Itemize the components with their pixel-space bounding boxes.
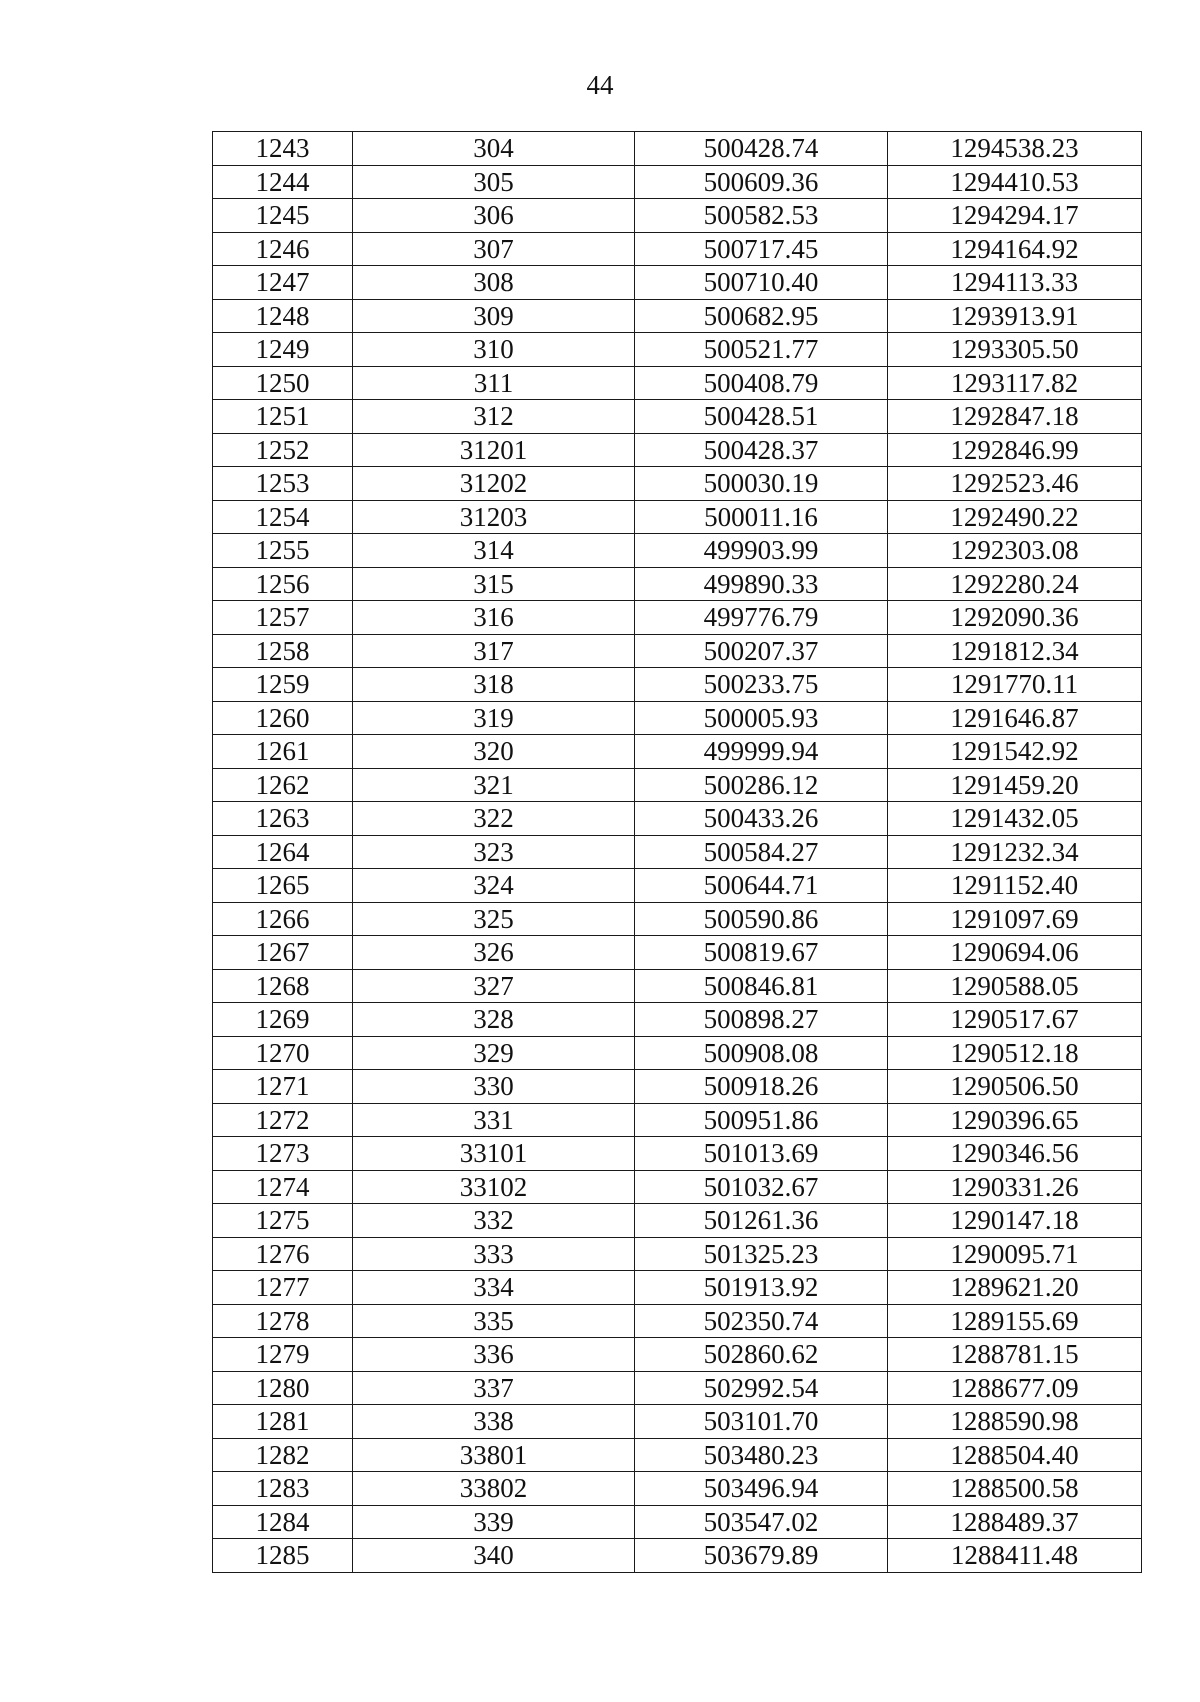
x-coordinate-cell: 500521.77 [635,333,888,367]
table-row [213,701,1142,735]
point-id-cell: 305 [353,165,635,199]
row-number-cell: 1260 [213,701,353,735]
row-number-cell: 1251 [213,400,353,434]
point-id-cell: 324 [353,869,635,903]
x-coordinate-cell: 500951.86 [635,1103,888,1137]
point-id-cell: 33801 [353,1438,635,1472]
x-coordinate-cell: 500011.16 [635,500,888,534]
row-number-cell: 1264 [213,835,353,869]
row-number-cell: 1259 [213,668,353,702]
point-id-cell: 321 [353,768,635,802]
y-coordinate-cell: 1291432.05 [888,802,1142,836]
x-coordinate-cell: 499903.99 [635,534,888,568]
x-coordinate-cell: 503547.02 [635,1505,888,1539]
row-number-cell: 1249 [213,333,353,367]
y-coordinate-cell: 1293305.50 [888,333,1142,367]
table-row [213,1271,1142,1305]
row-number-cell: 1279 [213,1338,353,1372]
y-coordinate-cell: 1290588.05 [888,969,1142,1003]
y-coordinate-cell: 1291770.11 [888,668,1142,702]
point-id-cell: 339 [353,1505,635,1539]
y-coordinate-cell: 1290506.50 [888,1070,1142,1104]
x-coordinate-cell: 500898.27 [635,1003,888,1037]
x-coordinate-cell: 503679.89 [635,1539,888,1573]
y-coordinate-cell: 1292846.99 [888,433,1142,467]
point-id-cell: 318 [353,668,635,702]
point-id-cell: 319 [353,701,635,735]
table-body [213,132,1142,1573]
y-coordinate-cell: 1290512.18 [888,1036,1142,1070]
row-number-cell: 1244 [213,165,353,199]
row-number-cell: 1283 [213,1472,353,1506]
row-number-cell: 1247 [213,266,353,300]
y-coordinate-cell: 1292280.24 [888,567,1142,601]
y-coordinate-cell: 1288411.48 [888,1539,1142,1573]
coordinates-table-container [212,131,1141,1573]
point-id-cell: 329 [353,1036,635,1070]
x-coordinate-cell: 503480.23 [635,1438,888,1472]
table-row [213,1170,1142,1204]
point-id-cell: 334 [353,1271,635,1305]
x-coordinate-cell: 502992.54 [635,1371,888,1405]
table-row [213,366,1142,400]
y-coordinate-cell: 1288500.58 [888,1472,1142,1506]
x-coordinate-cell: 503101.70 [635,1405,888,1439]
x-coordinate-cell: 500005.93 [635,701,888,735]
page-number: 44 [586,70,614,100]
y-coordinate-cell: 1294294.17 [888,199,1142,233]
y-coordinate-cell: 1290331.26 [888,1170,1142,1204]
x-coordinate-cell: 501325.23 [635,1237,888,1271]
point-id-cell: 31203 [353,500,635,534]
y-coordinate-cell: 1291152.40 [888,869,1142,903]
row-number-cell: 1281 [213,1405,353,1439]
point-id-cell: 306 [353,199,635,233]
x-coordinate-cell: 500682.95 [635,299,888,333]
x-coordinate-cell: 500207.37 [635,634,888,668]
x-coordinate-cell: 500584.27 [635,835,888,869]
x-coordinate-cell: 501261.36 [635,1204,888,1238]
point-id-cell: 316 [353,601,635,635]
table-row [213,1070,1142,1104]
table-row [213,768,1142,802]
x-coordinate-cell: 500846.81 [635,969,888,1003]
x-coordinate-cell: 502350.74 [635,1304,888,1338]
y-coordinate-cell: 1292490.22 [888,500,1142,534]
table-row [213,333,1142,367]
y-coordinate-cell: 1290396.65 [888,1103,1142,1137]
table-row [213,869,1142,903]
table-row [213,835,1142,869]
table-row [213,199,1142,233]
y-coordinate-cell: 1289621.20 [888,1271,1142,1305]
table-row [213,1103,1142,1137]
table-row [213,1371,1142,1405]
point-id-cell: 310 [353,333,635,367]
x-coordinate-cell: 502860.62 [635,1338,888,1372]
y-coordinate-cell: 1289155.69 [888,1304,1142,1338]
row-number-cell: 1284 [213,1505,353,1539]
x-coordinate-cell: 500644.71 [635,869,888,903]
table-row [213,1204,1142,1238]
row-number-cell: 1275 [213,1204,353,1238]
table-row [213,969,1142,1003]
y-coordinate-cell: 1290346.56 [888,1137,1142,1171]
point-id-cell: 33102 [353,1170,635,1204]
point-id-cell: 33101 [353,1137,635,1171]
point-id-cell: 331 [353,1103,635,1137]
y-coordinate-cell: 1294538.23 [888,132,1142,166]
table-row [213,165,1142,199]
point-id-cell: 314 [353,534,635,568]
point-id-cell: 31202 [353,467,635,501]
x-coordinate-cell: 499776.79 [635,601,888,635]
row-number-cell: 1255 [213,534,353,568]
x-coordinate-cell: 500918.26 [635,1070,888,1104]
row-number-cell: 1282 [213,1438,353,1472]
table-row [213,634,1142,668]
x-coordinate-cell: 501013.69 [635,1137,888,1171]
y-coordinate-cell: 1294113.33 [888,266,1142,300]
y-coordinate-cell: 1293117.82 [888,366,1142,400]
row-number-cell: 1273 [213,1137,353,1171]
x-coordinate-cell: 501913.92 [635,1271,888,1305]
y-coordinate-cell: 1292090.36 [888,601,1142,635]
point-id-cell: 33802 [353,1472,635,1506]
point-id-cell: 336 [353,1338,635,1372]
row-number-cell: 1243 [213,132,353,166]
row-number-cell: 1274 [213,1170,353,1204]
y-coordinate-cell: 1290147.18 [888,1204,1142,1238]
row-number-cell: 1271 [213,1070,353,1104]
y-coordinate-cell: 1288489.37 [888,1505,1142,1539]
x-coordinate-cell: 500433.26 [635,802,888,836]
coordinates-table [212,131,1142,1573]
y-coordinate-cell: 1290517.67 [888,1003,1142,1037]
row-number-cell: 1269 [213,1003,353,1037]
table-row [213,400,1142,434]
y-coordinate-cell: 1291812.34 [888,634,1142,668]
table-row [213,936,1142,970]
table-row [213,601,1142,635]
table-row [213,1505,1142,1539]
point-id-cell: 335 [353,1304,635,1338]
x-coordinate-cell: 501032.67 [635,1170,888,1204]
point-id-cell: 317 [353,634,635,668]
point-id-cell: 304 [353,132,635,166]
point-id-cell: 333 [353,1237,635,1271]
y-coordinate-cell: 1291232.34 [888,835,1142,869]
table-row [213,534,1142,568]
point-id-cell: 326 [353,936,635,970]
point-id-cell: 309 [353,299,635,333]
x-coordinate-cell: 500030.19 [635,467,888,501]
row-number-cell: 1267 [213,936,353,970]
x-coordinate-cell: 500590.86 [635,902,888,936]
y-coordinate-cell: 1291646.87 [888,701,1142,735]
table-row [213,266,1142,300]
row-number-cell: 1258 [213,634,353,668]
row-number-cell: 1280 [213,1371,353,1405]
x-coordinate-cell: 500819.67 [635,936,888,970]
row-number-cell: 1245 [213,199,353,233]
table-row [213,1472,1142,1506]
y-coordinate-cell: 1294164.92 [888,232,1142,266]
point-id-cell: 330 [353,1070,635,1104]
x-coordinate-cell: 500428.51 [635,400,888,434]
point-id-cell: 328 [353,1003,635,1037]
table-row [213,668,1142,702]
row-number-cell: 1254 [213,500,353,534]
table-row [213,802,1142,836]
row-number-cell: 1250 [213,366,353,400]
row-number-cell: 1266 [213,902,353,936]
row-number-cell: 1285 [213,1539,353,1573]
row-number-cell: 1272 [213,1103,353,1137]
x-coordinate-cell: 500710.40 [635,266,888,300]
row-number-cell: 1263 [213,802,353,836]
y-coordinate-cell: 1291542.92 [888,735,1142,769]
y-coordinate-cell: 1288677.09 [888,1371,1142,1405]
table-row [213,299,1142,333]
table-row [213,500,1142,534]
row-number-cell: 1278 [213,1304,353,1338]
point-id-cell: 31201 [353,433,635,467]
row-number-cell: 1277 [213,1271,353,1305]
row-number-cell: 1252 [213,433,353,467]
point-id-cell: 322 [353,802,635,836]
point-id-cell: 325 [353,902,635,936]
x-coordinate-cell: 500908.08 [635,1036,888,1070]
y-coordinate-cell: 1290694.06 [888,936,1142,970]
point-id-cell: 337 [353,1371,635,1405]
x-coordinate-cell: 500717.45 [635,232,888,266]
x-coordinate-cell: 499890.33 [635,567,888,601]
table-row [213,1003,1142,1037]
row-number-cell: 1257 [213,601,353,635]
x-coordinate-cell: 500609.36 [635,165,888,199]
y-coordinate-cell: 1288590.98 [888,1405,1142,1439]
x-coordinate-cell: 500428.74 [635,132,888,166]
point-id-cell: 308 [353,266,635,300]
x-coordinate-cell: 500428.37 [635,433,888,467]
row-number-cell: 1268 [213,969,353,1003]
y-coordinate-cell: 1288504.40 [888,1438,1142,1472]
x-coordinate-cell: 500408.79 [635,366,888,400]
table-row [213,902,1142,936]
row-number-cell: 1248 [213,299,353,333]
row-number-cell: 1270 [213,1036,353,1070]
x-coordinate-cell: 503496.94 [635,1472,888,1506]
row-number-cell: 1262 [213,768,353,802]
table-row [213,1438,1142,1472]
point-id-cell: 312 [353,400,635,434]
table-row [213,1539,1142,1573]
table-row [213,132,1142,166]
table-row [213,232,1142,266]
row-number-cell: 1276 [213,1237,353,1271]
y-coordinate-cell: 1288781.15 [888,1338,1142,1372]
x-coordinate-cell: 500233.75 [635,668,888,702]
point-id-cell: 311 [353,366,635,400]
x-coordinate-cell: 499999.94 [635,735,888,769]
table-row [213,1237,1142,1271]
point-id-cell: 338 [353,1405,635,1439]
point-id-cell: 340 [353,1539,635,1573]
table-row [213,567,1142,601]
point-id-cell: 315 [353,567,635,601]
row-number-cell: 1256 [213,567,353,601]
y-coordinate-cell: 1292847.18 [888,400,1142,434]
point-id-cell: 320 [353,735,635,769]
y-coordinate-cell: 1290095.71 [888,1237,1142,1271]
point-id-cell: 323 [353,835,635,869]
y-coordinate-cell: 1291459.20 [888,768,1142,802]
table-row [213,1338,1142,1372]
table-row [213,1036,1142,1070]
y-coordinate-cell: 1292523.46 [888,467,1142,501]
table-row [213,1304,1142,1338]
row-number-cell: 1265 [213,869,353,903]
y-coordinate-cell: 1291097.69 [888,902,1142,936]
row-number-cell: 1246 [213,232,353,266]
row-number-cell: 1253 [213,467,353,501]
point-id-cell: 327 [353,969,635,1003]
point-id-cell: 307 [353,232,635,266]
y-coordinate-cell: 1294410.53 [888,165,1142,199]
y-coordinate-cell: 1292303.08 [888,534,1142,568]
table-row [213,735,1142,769]
table-row [213,467,1142,501]
table-row [213,433,1142,467]
x-coordinate-cell: 500286.12 [635,768,888,802]
table-row [213,1137,1142,1171]
y-coordinate-cell: 1293913.91 [888,299,1142,333]
row-number-cell: 1261 [213,735,353,769]
x-coordinate-cell: 500582.53 [635,199,888,233]
point-id-cell: 332 [353,1204,635,1238]
table-row [213,1405,1142,1439]
